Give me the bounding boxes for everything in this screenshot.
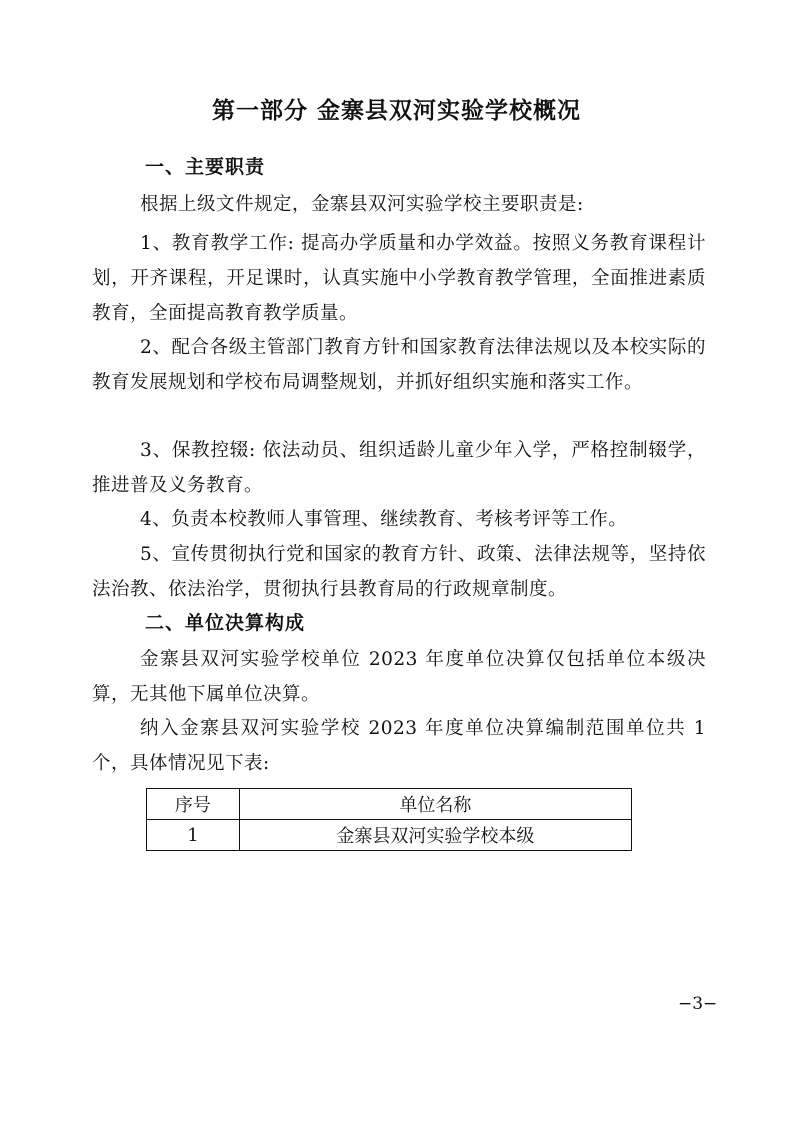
section-heading-composition: 二、单位决算构成	[145, 612, 306, 634]
duty-item-2: 2、配合各级主管部门教育方针和国家教育法律法规以及本校实际的教育发展规划和学校布局调整规划，并抓好组织实施和落实工作。	[92, 337, 706, 393]
duty-item-1: 1、教育教学工作: 提高办学质量和办学效益。按照义务教育课程计划，开齐课程，开足课时，认真实施中小学教育教学管理，全面推进素质教育，全面提高教育教学质量。	[92, 233, 706, 324]
duty-item-3: 3、保教控辍: 依法动员、组织适龄儿童少年入学，严格控制辍学，推进普及义务教育。	[92, 440, 706, 496]
duty-item-5: 5、宣传贯彻执行党和国家的教育方针、政策、法律法规等，坚持依法治教、依法治学，贯彻执行县教育局的行政规章制度。	[92, 544, 706, 600]
page-number: −3−	[678, 994, 718, 1014]
duties-intro: 根据上级文件规定，金寨县双河实验学校主要职责是:	[140, 194, 584, 215]
units-table	[146, 788, 632, 851]
table-header-index: 序号	[147, 789, 240, 820]
table-header-row	[147, 789, 632, 820]
table-header-unit-name: 单位名称	[239, 789, 631, 820]
table-cell-unit-name: 金寨县双河实验学校本级	[239, 820, 631, 851]
composition-paragraph-2: 纳入金寨县双河实验学校 2023 年度单位决算编制范围单位共 1 个，具体情况见下表:	[92, 718, 706, 774]
table-cell-index: 1	[147, 820, 240, 851]
duty-item-4: 4、负责本校教师人事管理、继续教育、考核考评等工作。	[140, 509, 628, 530]
page-title: 第一部分 金寨县双河实验学校概况	[211, 97, 581, 124]
section-heading-duties: 一、主要职责	[145, 156, 266, 178]
table-row	[147, 820, 632, 851]
composition-paragraph-1: 金寨县双河实验学校单位 2023 年度单位决算仅包括单位本级决算，无其他下属单位决算。	[92, 649, 706, 705]
